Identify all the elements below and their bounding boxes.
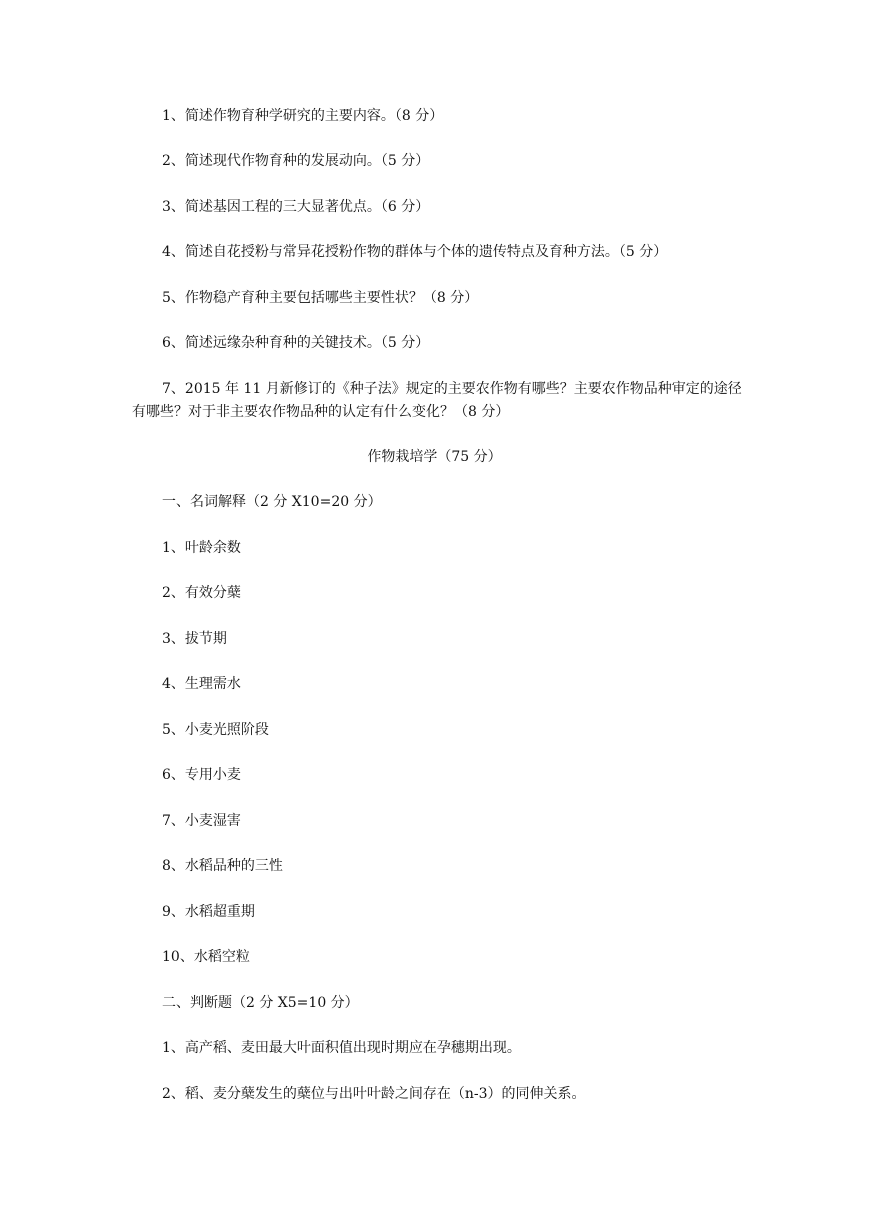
term-item: 5、小麦光照阶段 <box>162 722 269 738</box>
term-item: 4、生理需水 <box>162 676 241 692</box>
breeding-question-6: 6、简述远缘杂种育种的关键技术。（5 分） <box>162 335 430 351</box>
breeding-question-4: 4、简述自花授粉与常异花授粉作物的群体与个体的遗传特点及育种方法。（5 分） <box>162 244 668 260</box>
term-item: 9、水稻超重期 <box>162 904 255 920</box>
term-item: 6、专用小麦 <box>162 767 241 783</box>
section-title: 作物栽培学（75 分） <box>367 449 502 465</box>
term-item: 2、有效分蘖 <box>162 585 241 601</box>
term-item: 1、叶龄余数 <box>162 540 241 556</box>
term-item: 3、拔节期 <box>162 631 227 647</box>
breeding-question-3: 3、简述基因工程的三大显著优点。（6 分） <box>162 199 430 215</box>
breeding-question-5: 5、作物稳产育种主要包括哪些主要性状？（8 分） <box>162 290 479 306</box>
breeding-question-1: 1、简述作物育种学研究的主要内容。（8 分） <box>162 108 444 124</box>
breeding-question-7: 7、2015 年 11 月新修订的《种子法》规定的主要农作物有哪些？主要农作物品种审定的途径有哪些？对于非主要农作物品种的认定有什么变化？（8 分） <box>132 381 742 420</box>
judgment-item: 2、稻、麦分蘖发生的蘖位与出叶叶龄之间存在（n-3）的同伸关系。 <box>162 1086 586 1102</box>
judgment-item: 1、高产稻、麦田最大叶面积值出现时期应在孕穗期出现。 <box>162 1040 521 1056</box>
term-item: 8、水稻品种的三性 <box>162 858 283 874</box>
term-item: 7、小麦湿害 <box>162 813 241 829</box>
term-item: 10、水稻空粒 <box>162 949 250 965</box>
section2-heading: 二、判断题（2 分 X5=10 分） <box>162 995 359 1011</box>
breeding-question-2: 2、简述现代作物育种的发展动向。（5 分） <box>162 153 430 169</box>
section1-heading: 一、名词解释（2 分 X10=20 分） <box>162 494 382 510</box>
